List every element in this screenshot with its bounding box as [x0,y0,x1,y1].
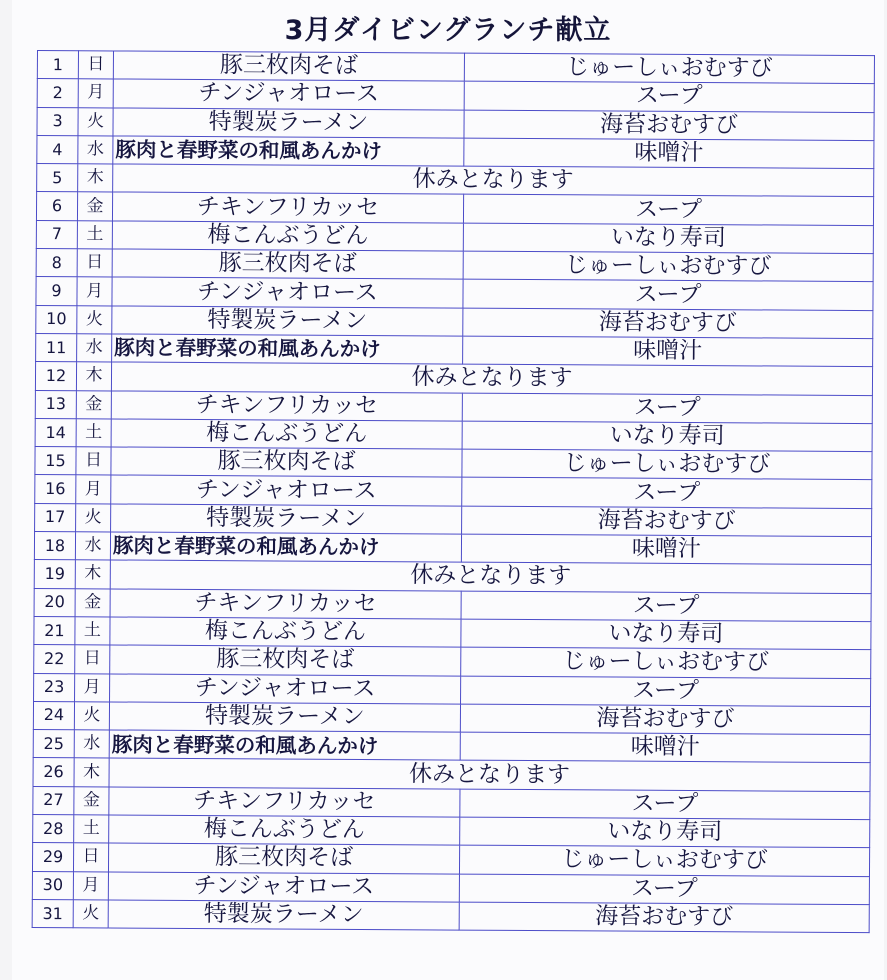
main-dish: チンジャオロース [111,475,462,505]
day-number: 5 [37,164,78,193]
weekday: 木 [75,560,110,589]
main-dish: 特製炭ラーメン [111,504,462,534]
main-dish: 豚三枚肉そば [108,843,459,873]
main-dish: 特製炭ラーメン [108,900,459,930]
side-dish: 味噌汁 [464,138,874,169]
main-dish: チンジャオロース [113,79,464,109]
weekday: 土 [74,815,109,844]
closed-note: 休みとなります [109,758,870,791]
main-dish: チキンフリカッセ [110,589,461,619]
side-dish: スープ [463,195,873,226]
lunch-menu-table [32,50,875,933]
side-dish: 海苔おむすび [463,308,873,339]
day-number: 24 [33,701,74,730]
weekday: 火 [74,702,109,731]
day-number: 4 [37,135,78,164]
side-dish: いなり寿司 [463,223,873,254]
weekday: 木 [78,164,113,193]
table-row [32,899,869,932]
weekday: 土 [75,617,110,646]
side-dish: じゅーしぃおむすび [459,845,869,876]
weekday: 火 [73,900,108,929]
day-number: 25 [33,730,74,759]
weekday: 火 [76,503,111,532]
main-dish: 梅こんぶうどん [109,815,460,845]
day-number: 2 [37,79,78,108]
page-title: 3月ダイビングランチ献立 [284,15,612,46]
main-dish: チンジャオロース [110,673,461,703]
day-number: 30 [32,871,73,900]
weekday: 月 [78,79,113,108]
main-dish: 豚肉と春野菜の和風あんかけ [109,730,460,760]
main-dish: チキンフリカッセ [111,391,462,421]
closed-note: 休みとなります [113,164,874,197]
closed-note: 休みとなります [111,362,872,395]
day-number: 8 [36,249,77,278]
main-dish: 梅こんぶうどん [111,419,462,449]
side-dish: スープ [459,874,869,905]
side-dish: いなり寿司 [462,421,872,452]
side-dish: スープ [461,591,871,622]
weekday: 月 [73,871,108,900]
weekday: 木 [76,362,111,391]
day-number: 31 [32,899,73,928]
side-dish: じゅーしぃおむすび [464,53,874,84]
main-dish: 特製炭ラーメン [112,306,463,336]
day-number: 28 [33,815,74,844]
weekday: 金 [74,786,109,815]
main-dish: 特製炭ラーメン [109,702,460,732]
weekday: 日 [76,447,111,476]
day-number: 13 [35,390,76,419]
side-dish: スープ [463,279,873,310]
main-dish: 豚三枚肉そば [110,645,461,675]
weekday: 金 [75,588,110,617]
side-dish: 海苔おむすび [464,110,874,141]
day-number: 12 [35,362,76,391]
main-dish: 梅こんぶうどん [110,617,461,647]
weekday: 火 [77,305,112,334]
day-number: 7 [36,220,77,249]
day-number: 3 [37,107,78,136]
side-dish: スープ [460,789,870,820]
side-dish: 海苔おむすび [460,704,870,735]
weekday: 金 [77,192,112,221]
weekday: 月 [77,277,112,306]
weekday: 火 [78,107,113,136]
side-dish: スープ [461,676,871,707]
side-dish: じゅーしぃおむすび [463,251,873,282]
weekday: 木 [74,758,109,787]
main-dish: チキンフリカッセ [112,192,463,222]
main-dish: 豚三枚肉そば [112,249,463,279]
main-dish: 豚肉と春野菜の和風あんかけ [113,136,464,166]
weekday: 水 [78,136,113,165]
side-dish: いなり寿司 [460,817,870,848]
weekday: 日 [75,645,110,674]
day-number: 27 [33,786,74,815]
side-dish: 海苔おむすび [462,506,872,537]
side-dish: スープ [462,478,872,509]
side-dish: 味噌汁 [461,534,871,565]
side-dish: 味噌汁 [460,732,870,763]
day-number: 21 [34,616,75,645]
closed-note: 休みとなります [110,560,871,593]
weekday: 日 [78,51,113,80]
day-number: 16 [35,475,76,504]
side-dish: じゅーしぃおむすび [462,449,872,480]
weekday: 日 [73,843,108,872]
main-dish: 豚肉と春野菜の和風あんかけ [110,532,461,562]
main-dish: 特製炭ラーメン [113,108,464,138]
menu-sheet [12,0,884,980]
main-dish: チンジャオロース [108,872,459,902]
main-dish: 梅こんぶうどん [112,221,463,251]
main-dish: 豚三枚肉そば [111,447,462,477]
side-dish: じゅーしぃおむすび [461,647,871,678]
side-dish: 海苔おむすび [459,902,869,933]
day-number: 15 [35,447,76,476]
menu-table-body [32,51,874,933]
day-number: 22 [34,645,75,674]
weekday: 月 [75,673,110,702]
weekday: 金 [76,390,111,419]
side-dish: いなり寿司 [461,619,871,650]
day-number: 1 [37,51,78,80]
weekday: 土 [76,419,111,448]
main-dish: チキンフリカッセ [109,787,460,817]
side-dish: スープ [464,81,874,112]
main-dish: 豚肉と春野菜の和風あんかけ [112,334,463,364]
weekday: 水 [77,334,112,363]
weekday: 水 [74,730,109,759]
main-dish: チンジャオロース [112,277,463,307]
day-number: 18 [34,532,75,561]
day-number: 11 [36,333,77,362]
weekday: 水 [75,532,110,561]
side-dish: 味噌汁 [463,336,873,367]
main-dish: 豚三枚肉そば [113,51,464,81]
day-number: 26 [33,758,74,787]
day-number: 6 [36,192,77,221]
day-number: 9 [36,277,77,306]
day-number: 17 [35,503,76,532]
weekday: 月 [76,475,111,504]
day-number: 19 [34,560,75,589]
side-dish: スープ [462,393,872,424]
weekday: 日 [77,249,112,278]
weekday: 土 [77,221,112,250]
day-number: 10 [36,305,77,334]
day-number: 14 [35,418,76,447]
day-number: 23 [34,673,75,702]
day-number: 20 [34,588,75,617]
day-number: 29 [32,843,73,872]
